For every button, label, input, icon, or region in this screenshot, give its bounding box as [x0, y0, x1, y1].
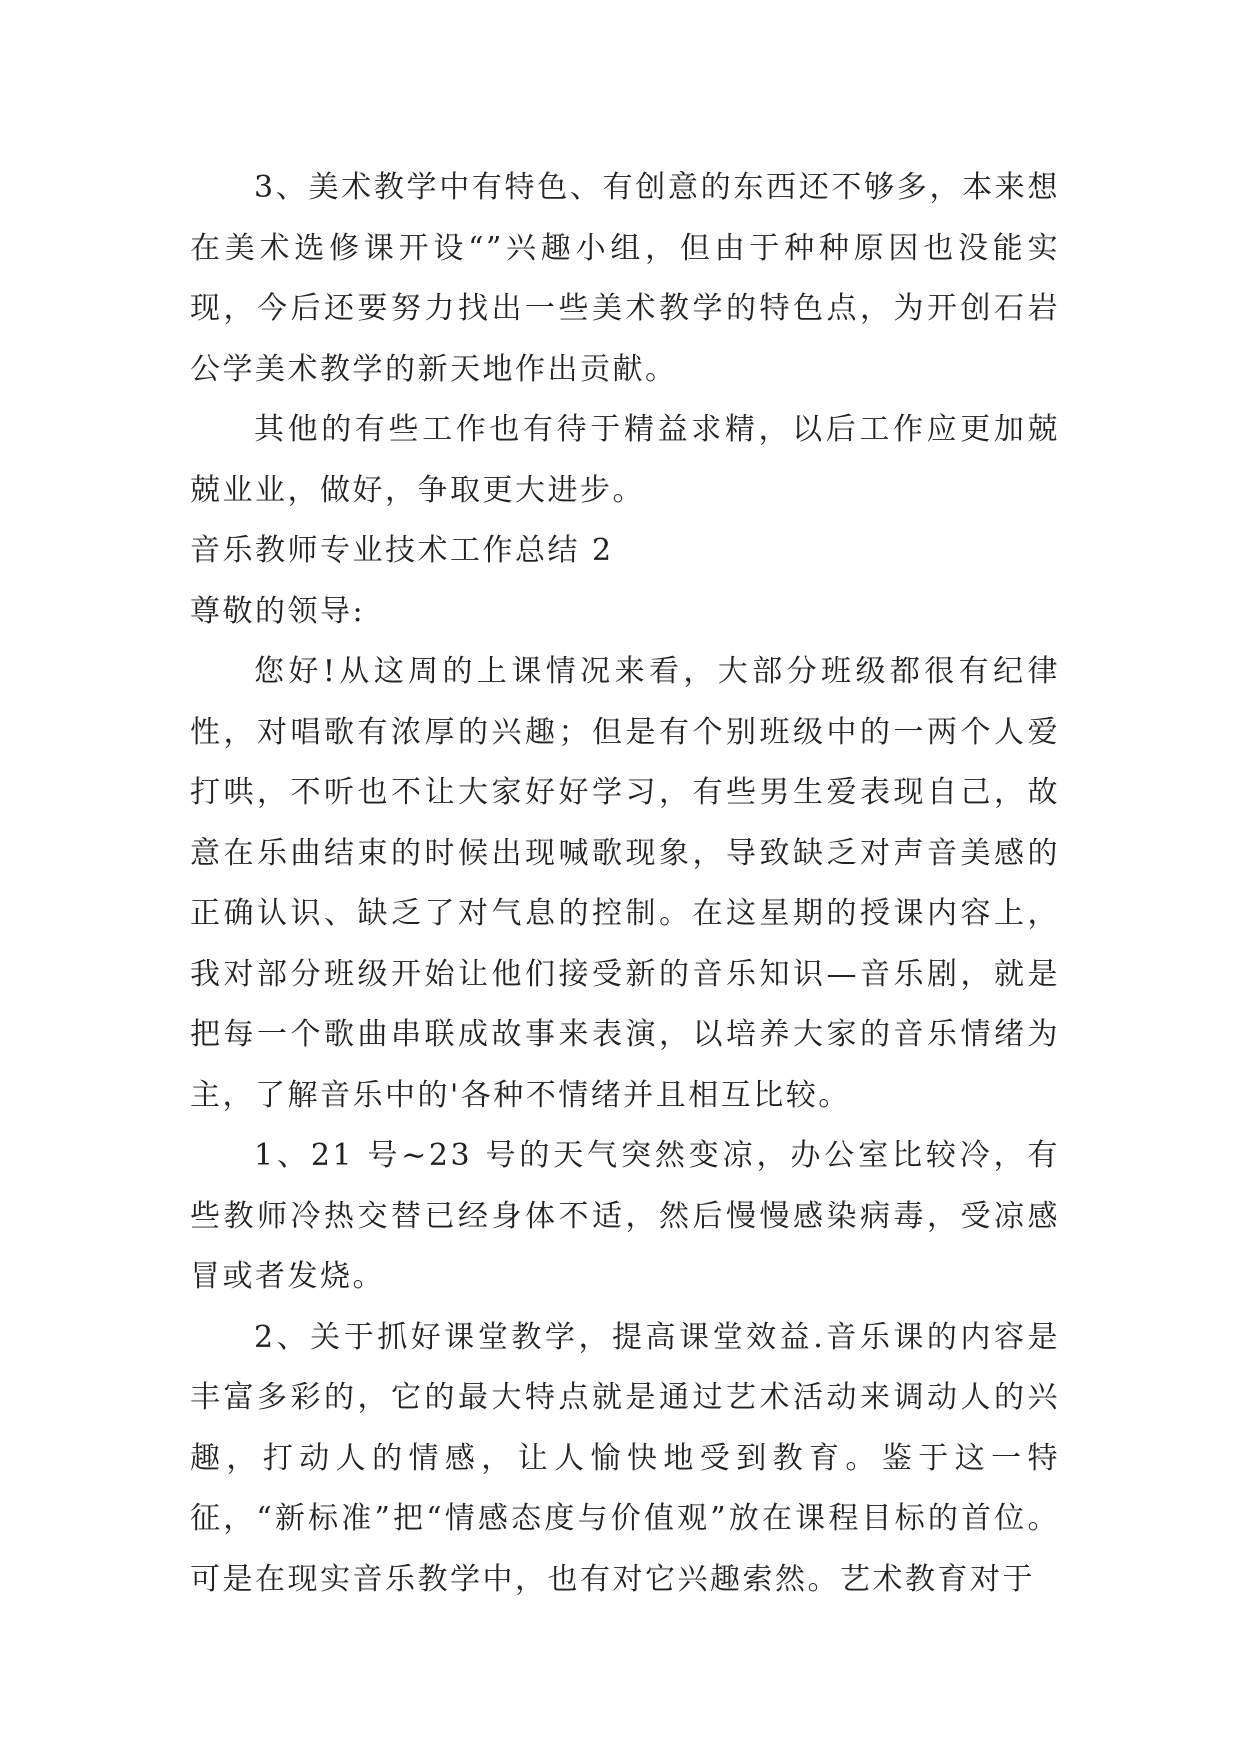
- paragraph-art-teaching-shortcomings: 3、美术教学中有特色、有创意的东西还不够多，本来想在美术选修课开设“”兴趣小组，但由于种种原因也没能实现，今后还要努力找出一些美术教学的特色点，为开创石岩公学美术教学的新天地作出贡献。: [190, 170, 1060, 387]
- paragraph-other-work: 其他的有些工作也有待于精益求精，以后工作应更加兢兢业业，做好，争取更大进步。: [190, 412, 1060, 508]
- paragraph-weather-item: 1、21 号~23 号的天气突然变凉，办公室比较冷，有些教师冷热交替已经身体不适，然后慢慢感染病毒，受凉感冒或者发烧。: [190, 1138, 1060, 1294]
- paragraph-weekly-report: 您好!从这周的上课情况来看，大部分班级都很有纪律性，对唱歌有浓厚的兴趣；但是有个别班级中的一两个人爱打哄，不听也不让大家好好学习，有些男生爱表现自己，故意在乐曲结束的时候出现喊歌现象，导致缺乏对声音美感的正确认识、缺乏了对气息的控制。在这星期的授课内容上，我对部分班级开始让他们接受新的音乐知识—音乐剧，就是把每一个歌曲串联成故事来表演，以培养大家的音乐情绪为主，了解音乐中的'各种不情绪并且相互比较。: [190, 654, 1060, 1113]
- document-body: [190, 158, 1060, 1610]
- section-title: 音乐教师专业技术工作总结 2: [190, 533, 614, 568]
- paragraph-classroom-item: 2、关于抓好课堂教学，提高课堂效益.音乐课的内容是丰富多彩的，它的最大特点就是通过艺术活动来调动人的兴趣，打动人的情感，让人愉快地受到教育。鉴于这一特征，“新标准”把“情感态度与价值观”放在课程目标的首位。可是在现实音乐教学中，也有对它兴趣索然。艺术教育对于: [190, 1319, 1060, 1597]
- salutation: 尊敬的领导:: [190, 593, 366, 629]
